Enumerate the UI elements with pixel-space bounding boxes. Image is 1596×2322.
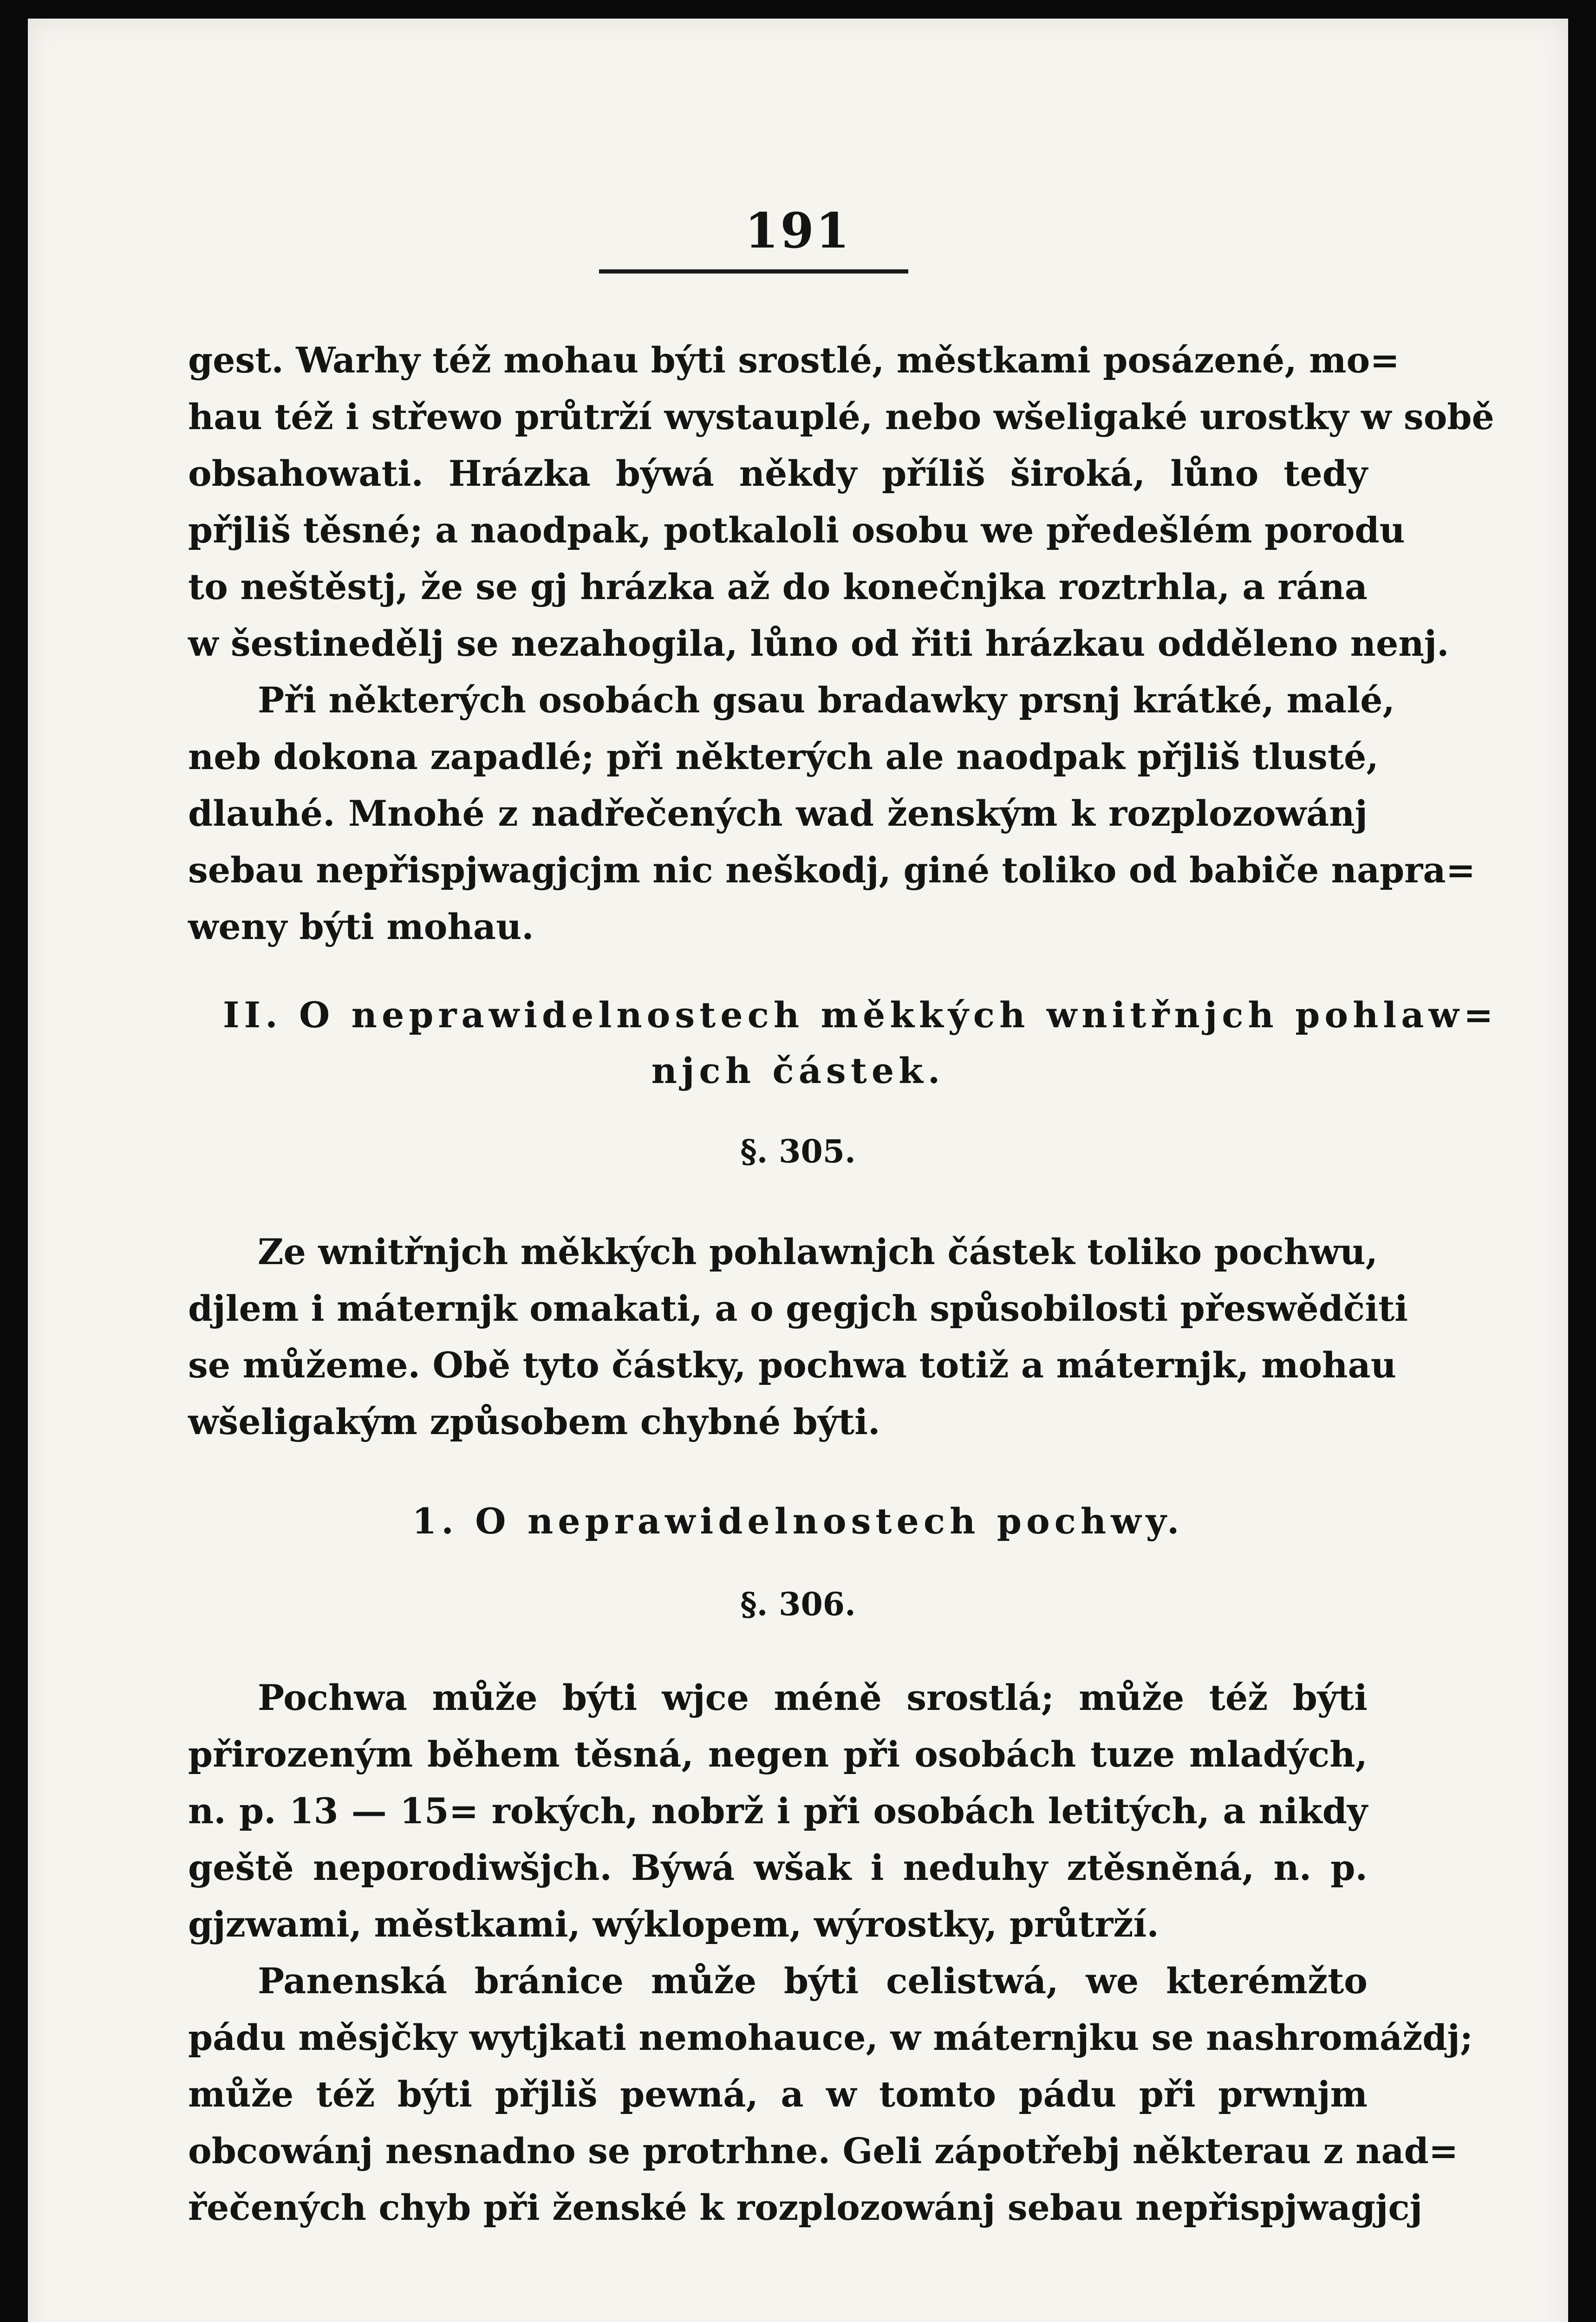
text-line: přjliš těsné; a naodpak, potkaloli osobu we předešlém porodu: [188, 509, 1405, 551]
book-page: [28, 19, 1568, 2322]
text-line: Panenská bránice může býti celistwá, we kterémžto: [258, 1960, 1368, 2002]
text-line: Při některých osobách gsau bradawky prsnj krátké, malé,: [258, 679, 1395, 721]
page-number: 191: [744, 202, 852, 259]
text-block-1: [188, 332, 1494, 955]
text-line: pádu měsjčky wytjkati nemohauce, w máternjku se nashromáždj;: [188, 2017, 1473, 2058]
text-line: geště neporodiwšjch. Býwá wšak i neduhy ztěsněná, n. p.: [188, 1847, 1368, 1888]
section-heading: [223, 987, 1498, 1044]
subheading: 1. O neprawidelnostech pochwy.: [412, 1500, 1184, 1542]
paragraph-number-306: §. 306.: [740, 1586, 856, 1623]
text-line: Ze wnitřnjch měkkých pohlawnjch částek toliko pochwu,: [258, 1231, 1378, 1272]
section-heading-line-1: II. O neprawidelnostech měkkých wnitřnjch pohlaw=: [223, 994, 1498, 1036]
text-block-3: [188, 1670, 1473, 2236]
text-line: neb dokona zapadlé; při některých ale naodpak přjliš tlusté,: [188, 736, 1379, 777]
text-line: to neštěstj, že se gj hrázka až do konečnjka roztrhla, a rána: [188, 566, 1368, 607]
section-heading-line-2: njch částek.: [651, 1050, 945, 1091]
paragraph-number-305: §. 305.: [740, 1133, 856, 1170]
text-block-2: [188, 1224, 1408, 1450]
text-line: může též býti přjliš pewná, a w tomto pádu při prwnjm: [188, 2074, 1368, 2115]
text-line: n. p. 13 — 15= rokých, nobrž i při osobách letitých, a nikdy: [188, 1790, 1368, 1832]
text-line: obsahowati. Hrázka býwá někdy příliš široká, lůno tedy: [188, 453, 1368, 494]
text-line: se můžeme. Obě tyto částky, pochwa totiž a máternjk, mohau: [188, 1344, 1396, 1386]
text-line: přirozeným během těsná, negen při osobách tuze mladých,: [188, 1734, 1368, 1775]
text-line: gest. Warhy též mohau býti srostlé, městkami posázené, mo=: [188, 339, 1400, 381]
text-line: w šestinedělj se nezahogila, lůno od řiti hrázkau odděleno nenj.: [188, 623, 1449, 664]
text-line: hau též i střewo průtrží wystauplé, nebo wšeligaké urostky w sobě: [188, 396, 1494, 437]
text-line: řečených chyb při ženské k rozplozowánj sebau nepřispjwagjcj: [188, 2187, 1423, 2228]
text-line: weny býti mohau.: [188, 906, 534, 947]
text-line: obcowánj nesnadno se protrhne. Geli zápotřebj některau z nad=: [188, 2130, 1459, 2172]
text-line: gjzwami, městkami, wýklopem, wýrostky, průtrží.: [188, 1904, 1159, 1945]
text-line: dlauhé. Mnohé z nadřečených wad ženským k rozplozowánj: [188, 793, 1368, 834]
header-rule: [599, 269, 908, 274]
text-line: Pochwa může býti wjce méně srostlá; může též býti: [258, 1677, 1368, 1718]
text-line: wšeligakým způsobem chybné býti.: [188, 1401, 880, 1442]
text-line: djlem i máternjk omakati, a o gegjch spůsobilosti přeswědčiti: [188, 1288, 1408, 1329]
text-line: sebau nepřispjwagjcjm nic neškodj, giné toliko od babiče napra=: [188, 849, 1476, 891]
